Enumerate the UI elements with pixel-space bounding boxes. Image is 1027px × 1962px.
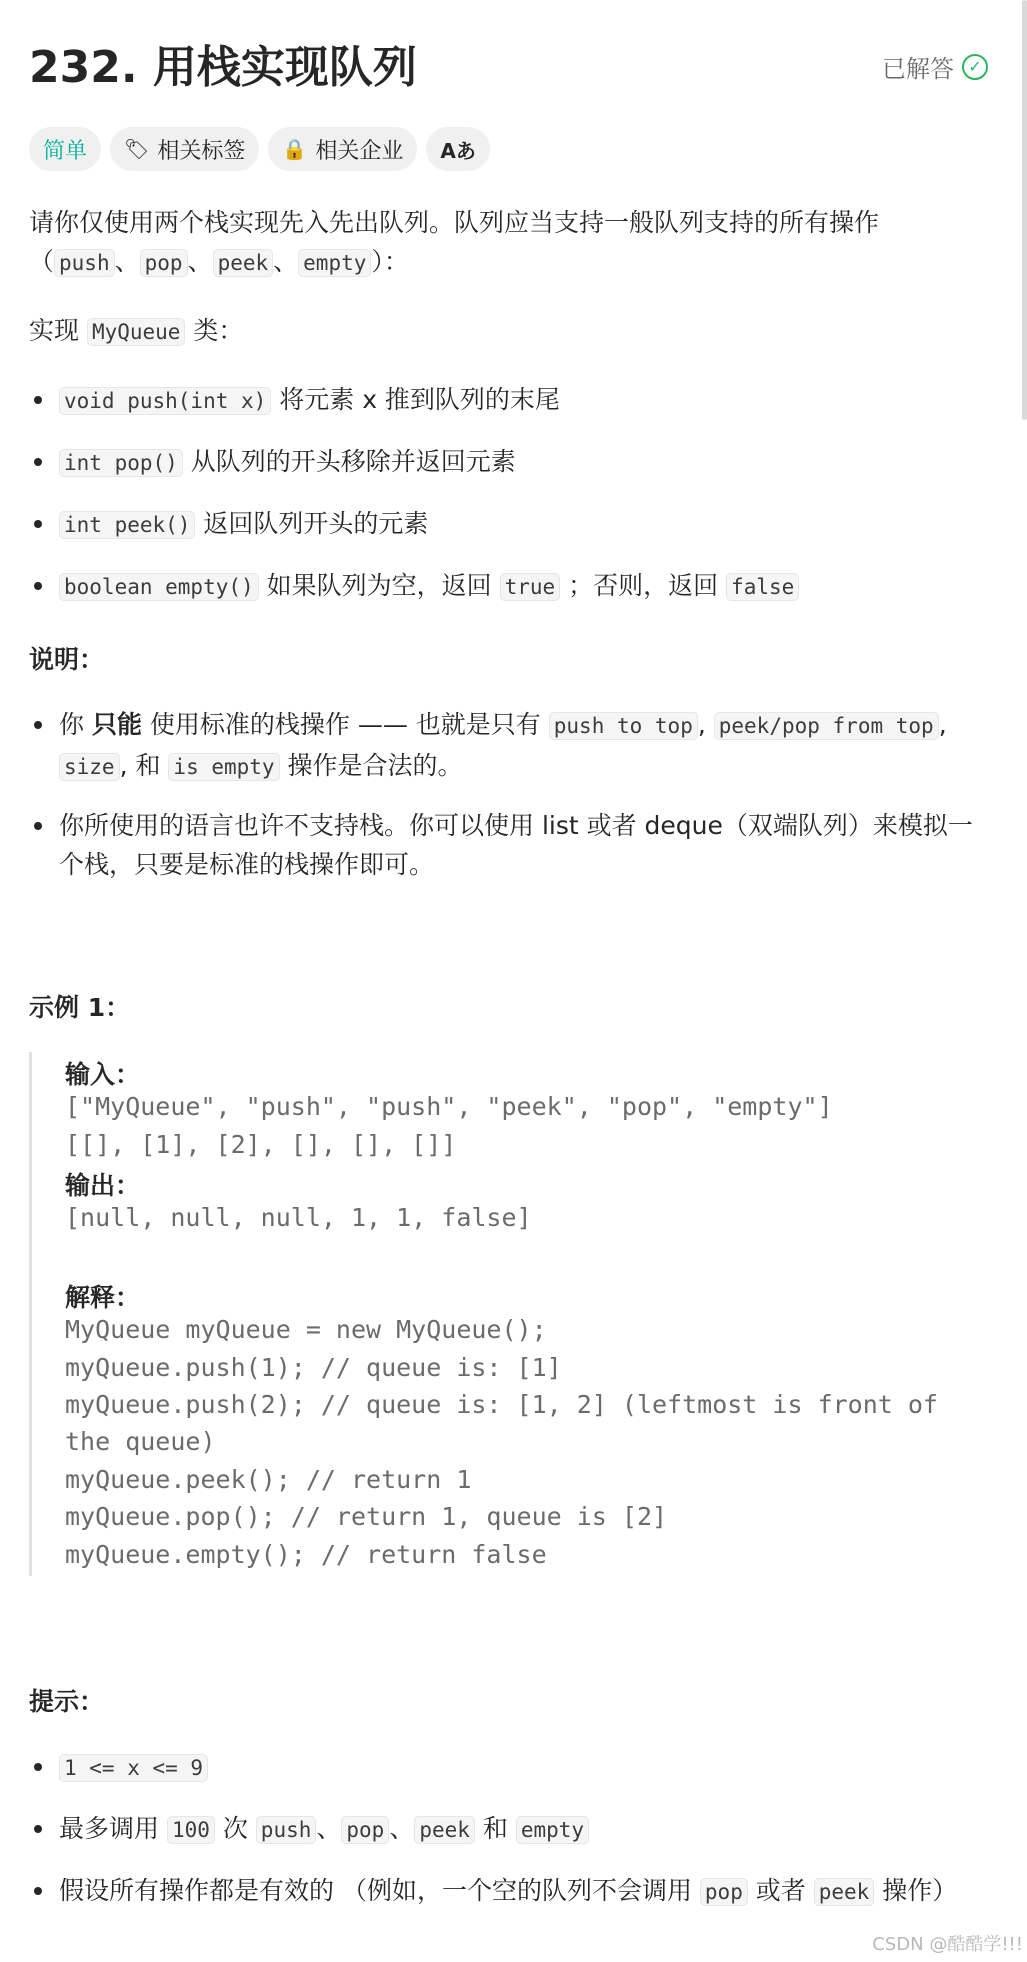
related-companies-button[interactable]: 🔒 相关企业 [268,127,417,171]
explain-line: MyQueue myQueue = new MyQueue(); [65,1315,547,1344]
bullet-dot [34,458,42,466]
notes-heading: 说明： [29,645,105,674]
class-name-code: MyQueue [87,318,186,346]
translate-icon: Aあ [440,138,476,163]
tag-icon: 🏷 [124,137,150,161]
op-code: push [54,249,115,277]
list-item: 1 <= x <= 9 [29,1747,979,1788]
list-item: 你 只能 使用标准的栈操作 —— 也就是只有 push to top , peek/pop from top , size , 和 is empty 操作是合法的。 [29,705,959,787]
bullet-dot [34,520,42,528]
scrollbar[interactable] [1022,0,1027,420]
problem-title: 232. 用栈实现队列 [29,42,417,93]
watermark: CSDN @酷酷学!!! [872,1934,1023,1955]
solved-status [882,49,988,84]
op-code: empty [298,249,371,277]
explain-label: 解释： [65,1283,141,1312]
op-code: pop [140,249,188,277]
bullet-dot [34,396,42,404]
bullet-dot [34,1763,42,1771]
op-code: peek [213,249,274,277]
explain-line: myQueue.pop(); // return 1, queue is [2] [65,1502,668,1531]
bullet-dot [34,822,42,830]
explain-line: myQueue.push(1); // queue is: [1] [65,1353,562,1382]
difficulty-badge: 简单 [29,127,101,171]
output-line: [null, null, null, 1, 1, false] [65,1203,532,1232]
example-heading: 示例 1： [29,993,131,1022]
explain-line: myQueue.push(2); // queue is: [1, 2] (leftmost is front of [65,1390,938,1419]
output-label: 输出： [65,1171,141,1200]
explain-line: the queue) [65,1427,216,1456]
lock-icon: 🔒 [282,137,308,161]
explain-line: myQueue.empty(); // return false [65,1540,547,1569]
list-item: void push(int x) 将元素 x 推到队列的末尾 [29,380,979,421]
list-item: 最多调用 100 次 push 、 pop 、 peek 和 empty [29,1809,979,1850]
list-item: boolean empty() 如果队列为空，返回 true ；否则，返回 false [29,566,979,607]
solved-label: 已解答 [882,55,954,83]
related-tags-button[interactable]: 🏷 相关标签 [110,127,259,171]
input-line: ["MyQueue", "push", "push", "peek", "pop", "empty"] [65,1092,833,1121]
list-item: 你所使用的语言也许不支持栈。你可以使用 list 或者 deque（双端队列）来模拟一个栈，只要是标准的栈操作即可。 [29,806,979,884]
tag-bar [29,127,490,171]
input-label: 输入： [65,1060,141,1089]
example-block [29,1052,992,1576]
list-item: int pop() 从队列的开头移除并返回元素 [29,442,979,483]
translate-button[interactable] [426,127,489,171]
bullet-dot [34,582,42,590]
check-circle-icon: ✓ [962,54,988,80]
intro-paragraph: 请你仅使用两个栈实现先入先出队列。队列应当支持一般队列支持的所有操作 （ push 、 pop 、 peek 、 empty ）： [29,208,880,276]
implement-line: 实现 MyQueue 类： [29,316,244,345]
list-item: int peek() 返回队列开头的元素 [29,504,979,545]
bullet-dot [34,721,42,729]
hints-heading: 提示： [29,1687,105,1716]
explain-line: myQueue.peek(); // return 1 [65,1465,472,1494]
input-line: [[], [1], [2], [], [], []] [65,1130,457,1159]
bullet-dot [34,1825,42,1833]
list-item: 假设所有操作都是有效的 （例如，一个空的队列不会调用 pop 或者 peek 操作） [29,1871,979,1912]
bullet-dot [34,1887,42,1895]
